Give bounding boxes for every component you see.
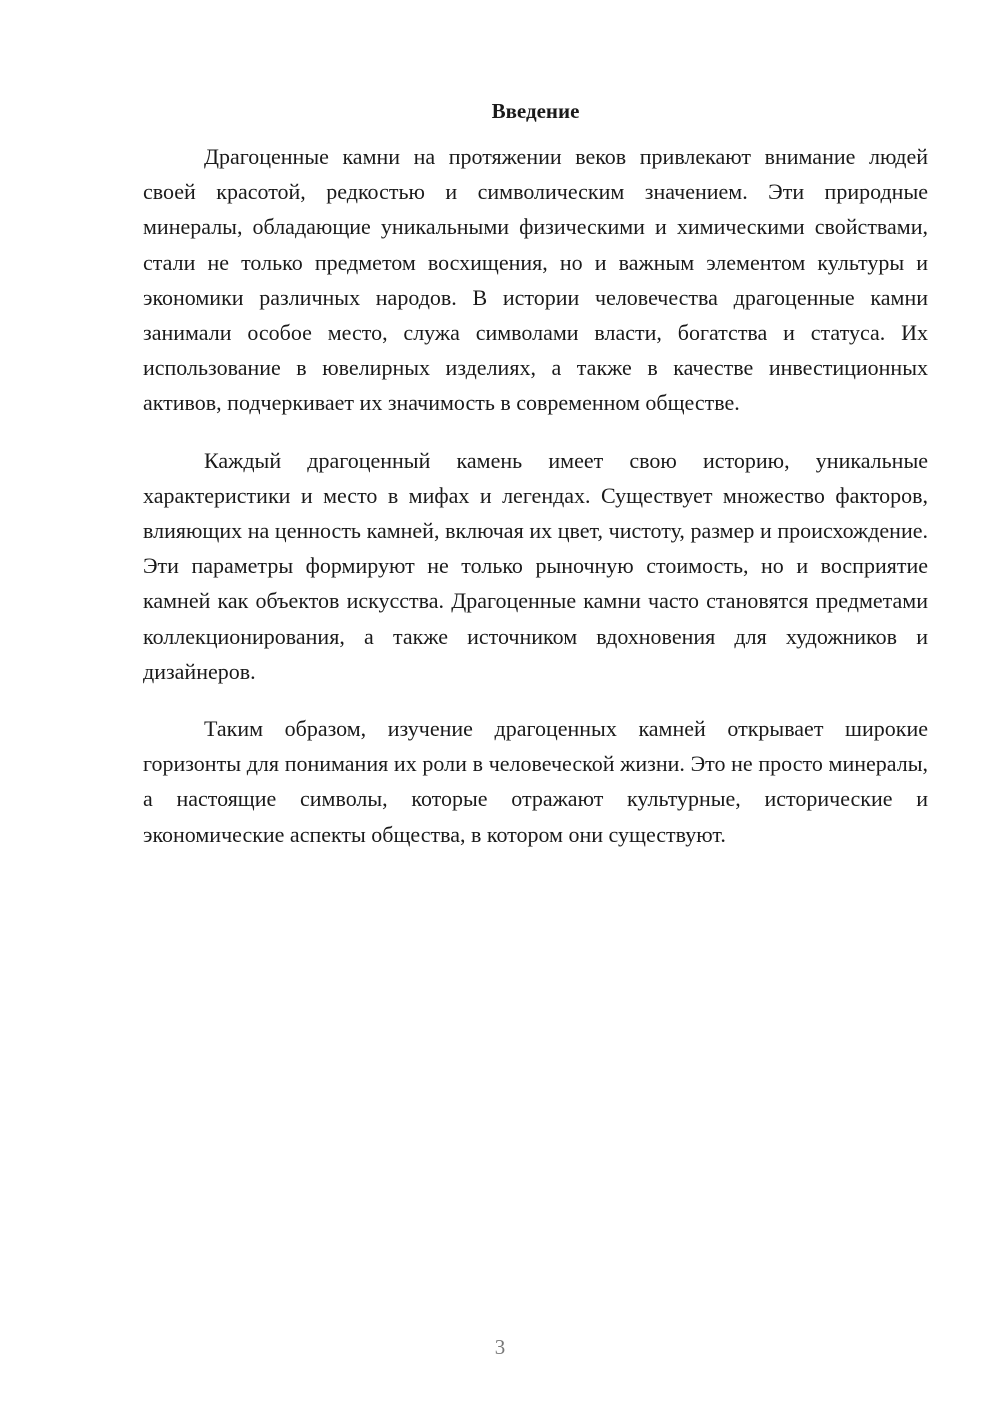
paragraph-2: Каждый драгоценный камень имеет свою историю, уникальные характеристики и место в мифах и легендах. Существует множество факторов, влияющих на ценность камней, включая их цвет, чистоту, размер и происхождение. Эти параметры формируют не только рыночную стоимость, но и восприятие камней как объектов искусства. Драгоценные камни часто становятся предметами коллекционирования, а также источником вдохновения для художников и дизайнеров.	[143, 447, 928, 684]
section-title: Введение	[491, 99, 580, 123]
paragraph-3: Таким образом, изучение драгоценных камней открывает широкие горизонты для понимания их роли в человеческой жизни. Это не просто минералы, а настоящие символы, которые отражают культурные, исторические и экономические аспекты общества, в котором они существуют.	[143, 716, 928, 847]
page-number: 3	[494, 1335, 506, 1359]
paragraph-1: Драгоценные камни на протяжении веков привлекают внимание людей своей красотой, редкостью и символическим значением. Эти природные минералы, обладающие уникальными физическими и химическими свойствами, стали не только предметом восхищения, но и важным элементом культуры и экономики различных народов. В истории человечества драгоценные камни занимали особое место, служа символами власти, богатства и статуса. Их использование в ювелирных изделиях, а также в качестве инвестиционных активов, подчеркивает их значимость в современном обществе.	[143, 144, 928, 416]
page-content	[143, 96, 928, 874]
